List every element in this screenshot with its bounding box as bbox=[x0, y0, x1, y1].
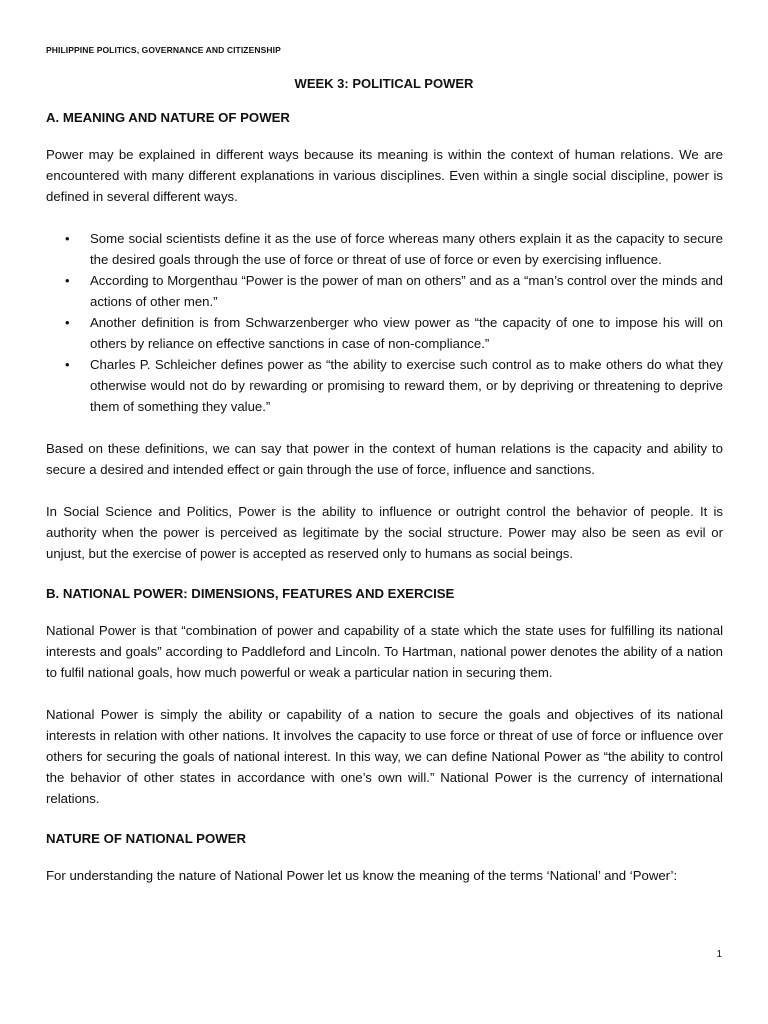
running-header: PHILIPPINE POLITICS, GOVERNANCE AND CITIZENSHIP bbox=[46, 45, 281, 55]
document-body bbox=[46, 109, 723, 907]
section-c-heading: NATURE OF NATIONAL POWER bbox=[46, 831, 246, 846]
section-b-heading: B. NATIONAL POWER: DIMENSIONS, FEATURES AND EXERCISE bbox=[46, 586, 455, 601]
list-item bbox=[46, 270, 723, 312]
bullet-icon: • bbox=[65, 315, 70, 330]
definitions-list bbox=[46, 228, 723, 417]
bullet-icon: • bbox=[65, 357, 70, 372]
page-number: 1 bbox=[716, 949, 722, 960]
page-title: WEEK 3: POLITICAL POWER bbox=[294, 76, 474, 91]
section-c-paragraph-1: For understanding the nature of National Power let us know the meaning of the terms ‘National’ and ‘Power’: bbox=[46, 868, 678, 883]
list-item-text: According to Morgenthau “Power is the power of man on others” and as a “man’s control over the minds and actions of other men.” bbox=[90, 273, 723, 309]
bullet-icon: • bbox=[65, 231, 70, 246]
section-a-heading: A. MEANING AND NATURE OF POWER bbox=[46, 110, 290, 125]
bullet-icon: • bbox=[65, 273, 70, 288]
list-item bbox=[46, 354, 723, 417]
list-item bbox=[46, 228, 723, 270]
section-b-paragraph-1: National Power is that “combination of power and capability of a state which the state uses for fulfilling its national interests and goals” according to Paddleford and Lincoln. To Hartman, national power denotes the ability of a nation to fulfil national goals, how much powerful or weak a particular nation in securing them. bbox=[46, 623, 723, 680]
list-item bbox=[46, 312, 723, 354]
section-a-intro: Power may be explained in different ways because its meaning is within the context of human relations. We are encountered with many different explanations in various disciplines. Even within a single social discipline, power is defined in several different ways. bbox=[46, 147, 723, 204]
list-item-text: Charles P. Schleicher defines power as “the ability to exercise such control as to make others do what they otherwise would not do by rewarding or promising to reward them, or by depriving or threatening to deprive them of something they value.” bbox=[90, 357, 723, 414]
list-item-text: Some social scientists define it as the use of force whereas many others explain it as the capacity to secure the desired goals through the use of force or threat of use of force or even by exercising influence. bbox=[90, 231, 723, 267]
section-a-paragraph-2: Based on these definitions, we can say that power in the context of human relations is the capacity and ability to secure a desired and intended effect or gain through the use of force, influence and sanctions. bbox=[46, 441, 723, 477]
section-b-paragraph-2: National Power is simply the ability or capability of a nation to secure the goals and objectives of its national interests in relation with other nations. It involves the capacity to use force or threat of use of force or influence over others for securing the goals of national interest. In this way, we can define National Power as “the ability to control the behavior of other states in accordance with one’s own will.” National Power is the currency of international relations. bbox=[46, 707, 723, 806]
list-item-text: Another definition is from Schwarzenberger who view power as “the capacity of one to impose his will on others by reliance on effective sanctions in case of non-compliance.” bbox=[90, 315, 723, 351]
section-a-paragraph-3: In Social Science and Politics, Power is the ability to influence or outright control the behavior of people. It is authority when the power is perceived as legitimate by the social structure. Power may also be seen as evil or unjust, but the exercise of power is accepted as reserved only to humans as social beings. bbox=[46, 504, 723, 561]
